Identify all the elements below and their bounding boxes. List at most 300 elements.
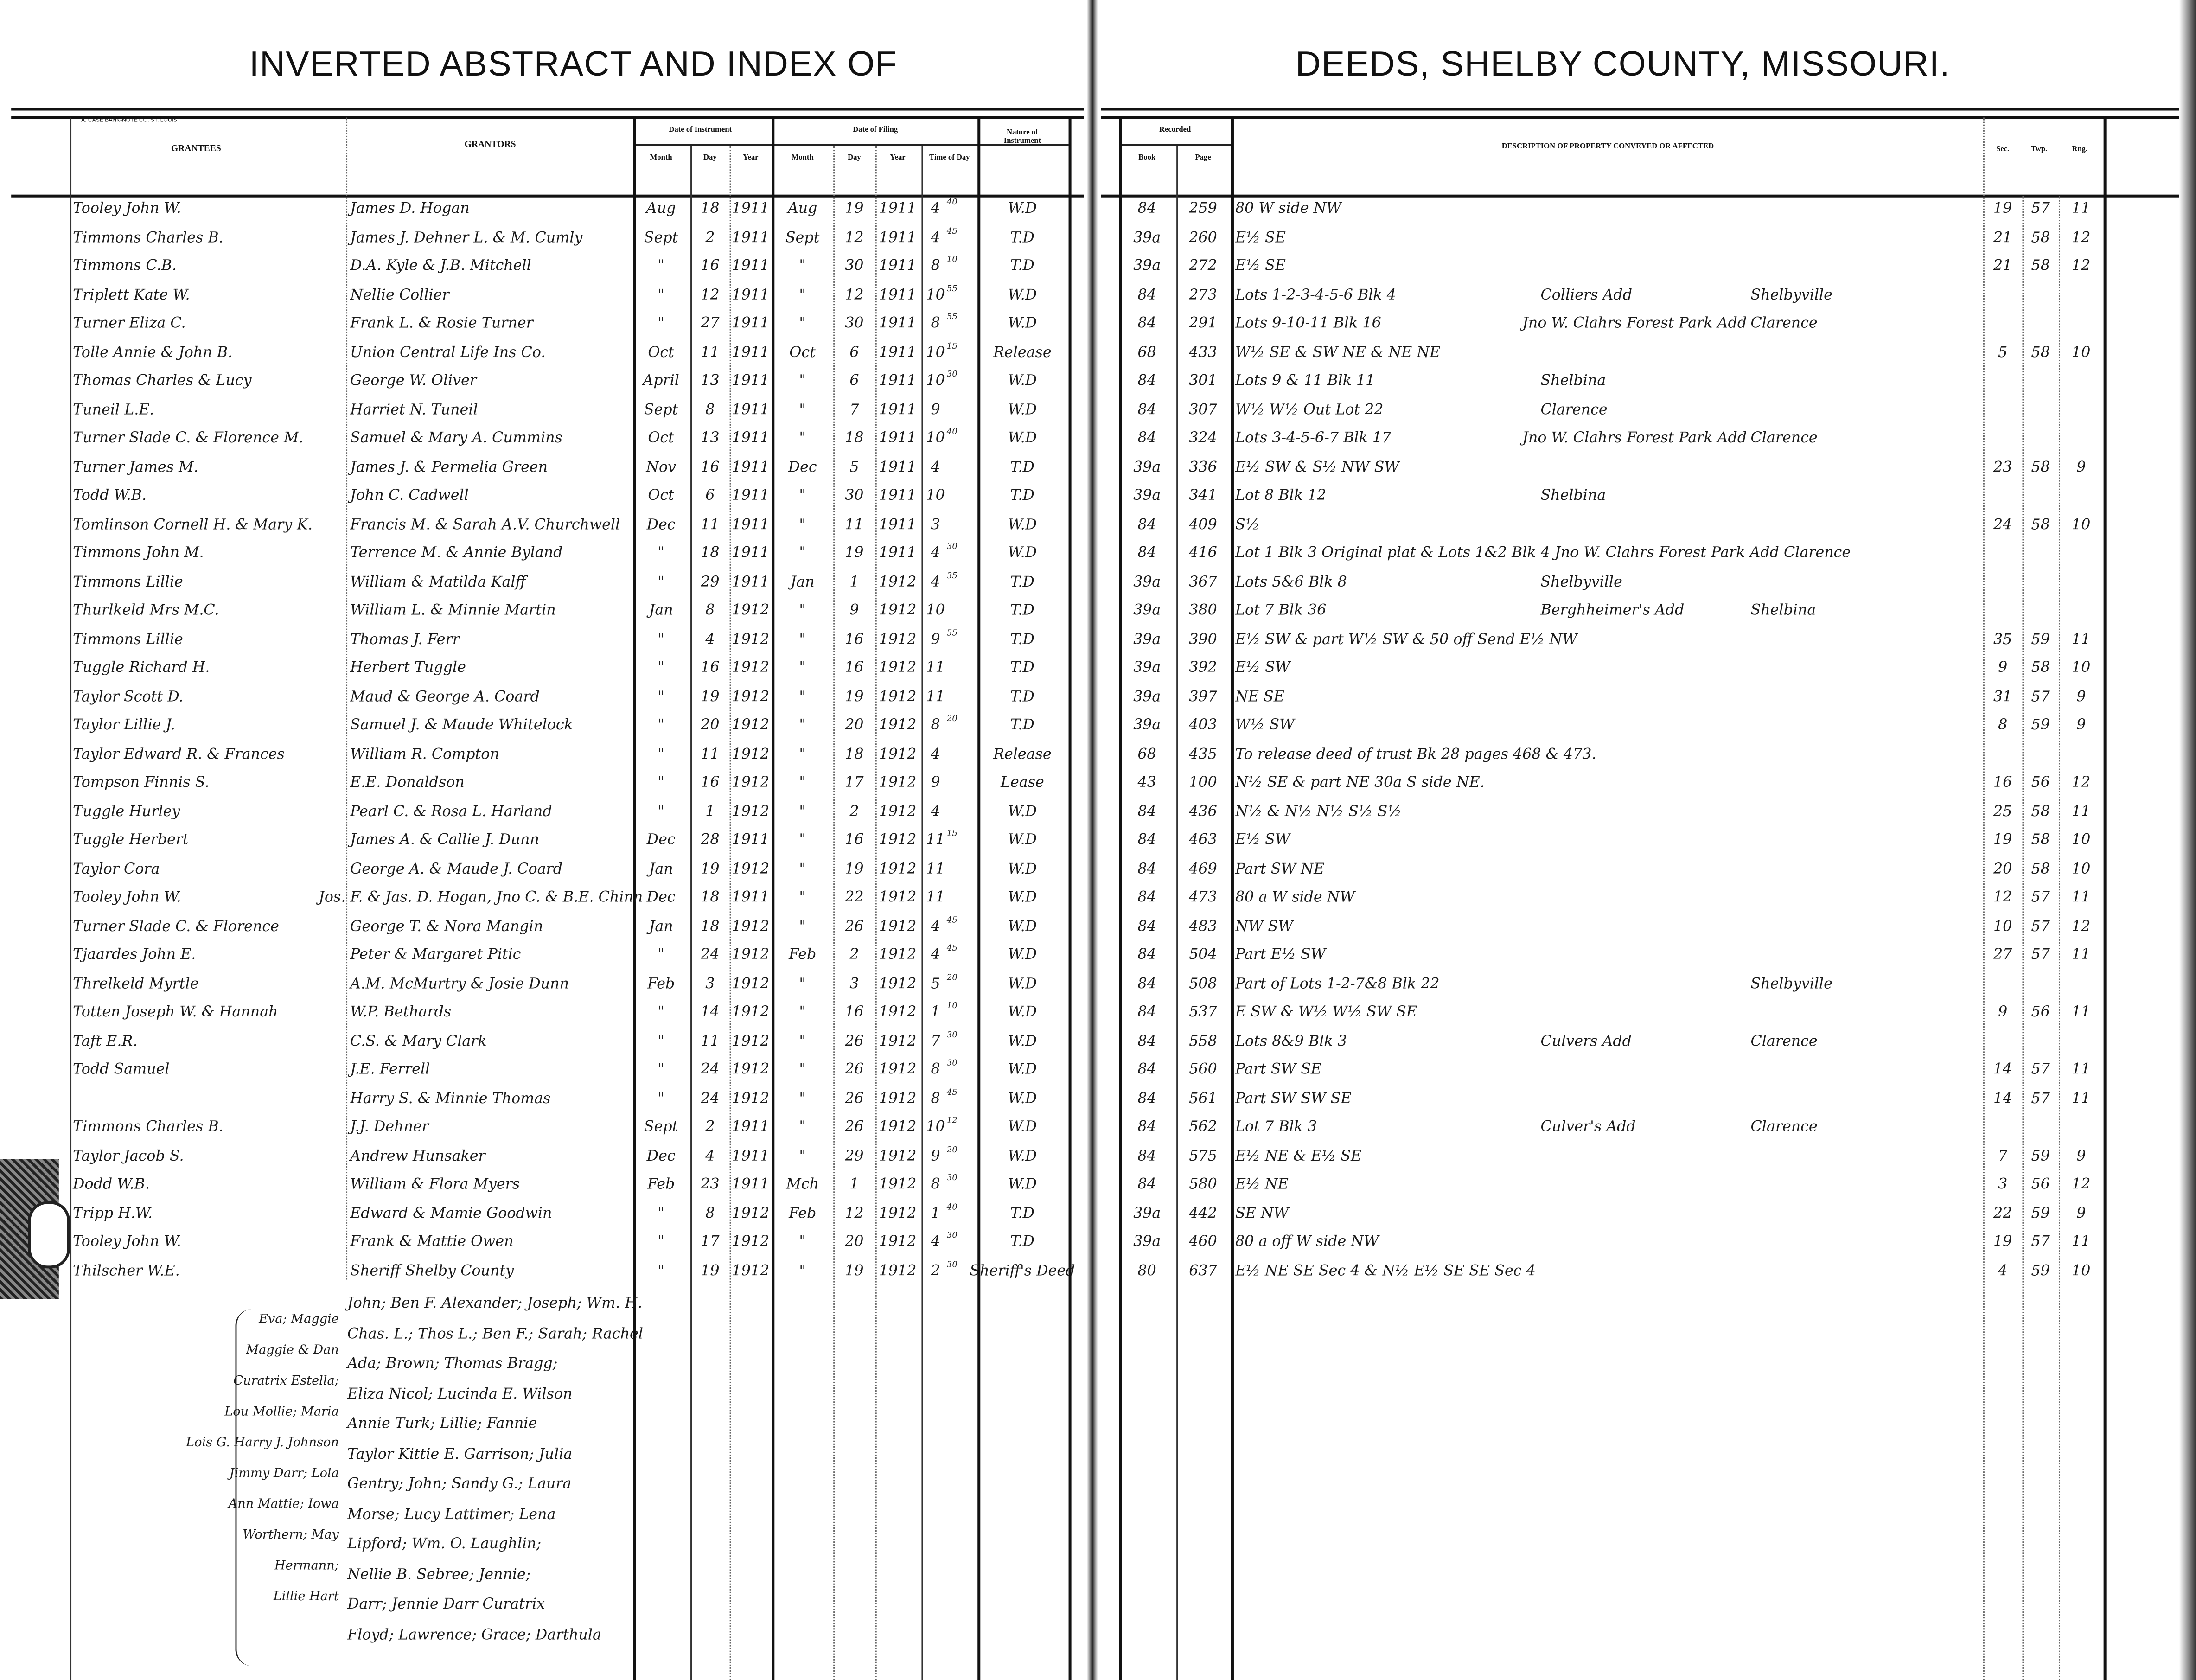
filing-day: 29 — [845, 1147, 864, 1164]
filing-time: 10 — [926, 1118, 945, 1136]
range: 12 — [2072, 918, 2091, 935]
ledger-row — [0, 915, 2196, 943]
township: 57 — [2031, 688, 2050, 705]
instrument-day: 14 — [701, 1003, 720, 1021]
filing-time: 11 — [926, 889, 945, 906]
township: 58 — [2031, 659, 2050, 677]
filing-time: 10 — [926, 286, 945, 303]
property-description: Lot 1 Blk 3 Original plat & Lots 1&2 Blk 4 Jno W. Clahrs Forest Park Add Clarence — [1235, 544, 1851, 562]
grantee-name: Turner Eliza C. — [73, 315, 186, 332]
filing-time-minutes: 40 — [946, 1201, 958, 1212]
annotation-heir-name: Lou Mollie; Maria — [224, 1405, 339, 1420]
township: 59 — [2031, 631, 2050, 648]
grantor-name: Herbert Tuggle — [350, 659, 466, 677]
filing-month: " — [799, 860, 806, 877]
property-description: E SW & W½ W½ SW SE — [1235, 1003, 1417, 1021]
addition-name: Shelbyville — [1540, 573, 1622, 590]
instrument-day: 2 — [705, 229, 715, 246]
instrument-nature: Release — [993, 745, 1052, 762]
filing-year: 1911 — [879, 487, 917, 504]
property-description: Lots 3-4-5-6-7 Blk 17 — [1235, 429, 1392, 447]
instrument-year: 1911 — [732, 344, 770, 361]
header-year: Year — [743, 154, 759, 163]
page-number: 336 — [1189, 458, 1217, 476]
instrument-nature: W.D — [1008, 889, 1037, 906]
filing-year: 1912 — [879, 975, 917, 992]
filing-time: 10 — [926, 344, 945, 361]
page-number: 435 — [1189, 745, 1217, 762]
property-description: NW SW — [1235, 918, 1293, 935]
instrument-year: 1912 — [732, 860, 770, 877]
annotation-grantor-line: Lipford; Wm. O. Laughlin; — [347, 1536, 542, 1553]
addition-name: Culvers Add — [1540, 1032, 1632, 1049]
ledger-row — [0, 398, 2196, 426]
ledger-row — [0, 1001, 2196, 1029]
instrument-year: 1912 — [732, 1262, 770, 1279]
range: 10 — [2072, 659, 2091, 677]
instrument-month: Oct — [648, 487, 674, 504]
filing-day: 2 — [849, 803, 859, 820]
filing-time-minutes: 30 — [946, 370, 958, 380]
filing-day: 16 — [845, 1003, 864, 1021]
instrument-year: 1912 — [732, 946, 770, 964]
grantor-name: George W. Oliver — [350, 372, 477, 390]
filing-time: 11 — [926, 659, 945, 677]
grantee-name: Todd W.B. — [73, 487, 147, 504]
instrument-month: " — [658, 803, 664, 820]
section: 7 — [1998, 1147, 2008, 1164]
filing-day: 12 — [845, 229, 864, 246]
filing-day: 26 — [845, 1032, 864, 1049]
book-number: 68 — [1137, 745, 1156, 762]
filing-time-minutes: 40 — [946, 197, 958, 207]
instrument-day: 17 — [701, 1233, 720, 1251]
filing-time-minutes: 30 — [946, 1058, 958, 1068]
grantee-name: Timmons Lillie — [73, 631, 183, 648]
instrument-month: " — [658, 774, 664, 791]
filing-year: 1912 — [879, 860, 917, 877]
book-number: 84 — [1137, 429, 1156, 447]
grantor-name: Nellie Collier — [350, 286, 449, 303]
page-number: 341 — [1189, 487, 1217, 504]
filing-time: 9 — [931, 774, 940, 791]
grantor-name: Peter & Margaret Pitic — [350, 946, 521, 964]
filing-time: 8 — [931, 1176, 940, 1193]
instrument-nature: W.D — [1008, 429, 1037, 447]
filing-time: 11 — [926, 688, 945, 705]
grantee-name: Taylor Scott D. — [73, 688, 184, 705]
filing-day: 16 — [845, 631, 864, 648]
instrument-day: 24 — [701, 1090, 720, 1107]
instrument-month: Jan — [649, 918, 673, 935]
grantor-name: Andrew Hunsaker — [350, 1147, 485, 1164]
grantee-name: Tolle Annie & John B. — [73, 344, 233, 361]
filing-time: 10 — [926, 429, 945, 447]
section: 16 — [1993, 774, 2012, 791]
ledger-row — [0, 542, 2196, 569]
filing-year: 1912 — [879, 1003, 917, 1021]
grantee-name: Tuggle Richard H. — [73, 659, 210, 677]
addition-name: Shelbina — [1540, 487, 1606, 504]
instrument-day: 13 — [701, 429, 720, 447]
grantor-name: W.P. Bethards — [350, 1003, 452, 1021]
instrument-year: 1911 — [732, 573, 770, 590]
property-description: 80 a off W side NW — [1235, 1233, 1379, 1251]
instrument-nature: T.D — [1010, 1233, 1034, 1251]
page-number: 416 — [1189, 544, 1217, 562]
page-number: 560 — [1189, 1061, 1217, 1078]
grantor-name: William & Matilda Kalff — [350, 573, 526, 590]
page-number: 558 — [1189, 1032, 1217, 1049]
instrument-day: 11 — [701, 516, 720, 533]
range: 9 — [2076, 1205, 2086, 1222]
grantor-name: A.M. McMurtry & Josie Dunn — [350, 975, 569, 992]
book-number: 39a — [1133, 659, 1161, 677]
header-time-of-day: Time of Day — [929, 154, 970, 163]
range: 11 — [2072, 1090, 2091, 1107]
filing-month: Sept — [785, 229, 820, 246]
grantee-name: Timmons Charles B. — [73, 229, 223, 246]
header-page: Page — [1195, 154, 1211, 163]
filing-month: " — [799, 918, 806, 935]
instrument-year: 1911 — [732, 286, 770, 303]
section: 21 — [1993, 257, 2012, 275]
property-description: To release deed of trust Bk 28 pages 468 & 473. — [1235, 745, 1596, 762]
instrument-nature: T.D — [1010, 631, 1034, 648]
page-number: 469 — [1189, 860, 1217, 877]
rule — [1119, 144, 1231, 146]
page-number: 442 — [1189, 1205, 1217, 1222]
filing-month: " — [799, 889, 806, 906]
book-number: 39a — [1133, 1205, 1161, 1222]
left-page-title: INVERTED ABSTRACT AND INDEX OF — [249, 45, 898, 84]
page-number: 100 — [1189, 774, 1217, 791]
ledger-row — [0, 1087, 2196, 1115]
township: 58 — [2031, 831, 2050, 849]
grantor-name: George A. & Maude J. Coard — [350, 860, 563, 877]
township: 58 — [2031, 803, 2050, 820]
filing-month: " — [799, 1147, 806, 1164]
range: 12 — [2072, 229, 2091, 246]
instrument-nature: Release — [993, 344, 1052, 361]
instrument-day: 19 — [701, 1262, 720, 1279]
grantee-name: Tuggle Herbert — [73, 831, 189, 849]
property-description: Lots 1-2-3-4-5-6 Blk 4 — [1235, 286, 1396, 303]
grantee-name: Tooley John W. — [73, 200, 181, 217]
instrument-month: " — [658, 1032, 664, 1049]
grantor-name: William & Flora Myers — [350, 1176, 520, 1193]
section: 35 — [1993, 631, 2012, 648]
instrument-nature: Lease — [1000, 774, 1044, 791]
filing-time: 4 — [931, 458, 940, 476]
annotation-heir-name: Lois G. Harry J. Johnson — [186, 1436, 339, 1450]
instrument-day: 24 — [701, 946, 720, 964]
instrument-year: 1911 — [732, 429, 770, 447]
book-number: 84 — [1137, 516, 1156, 533]
filing-time: 10 — [926, 372, 945, 390]
filing-year: 1912 — [879, 716, 917, 734]
instrument-day: 18 — [701, 918, 720, 935]
filing-year: 1911 — [879, 286, 917, 303]
instrument-day: 29 — [701, 573, 720, 590]
addition-name: Colliers Add — [1540, 286, 1633, 303]
filing-time: 5 — [931, 975, 940, 992]
filing-day: 20 — [845, 1233, 864, 1251]
town-name: Clarence — [1750, 429, 1818, 447]
township: 57 — [2031, 1090, 2050, 1107]
township: 59 — [2031, 1262, 2050, 1279]
page-number: 508 — [1189, 975, 1217, 992]
instrument-year: 1911 — [732, 315, 770, 332]
instrument-nature: T.D — [1010, 229, 1034, 246]
instrument-nature: T.D — [1010, 487, 1034, 504]
annotation-grantor-line: Annie Turk; Lillie; Fannie — [347, 1415, 537, 1432]
section: 20 — [1993, 860, 2012, 877]
filing-month: Dec — [788, 458, 817, 476]
instrument-year: 1911 — [732, 401, 770, 418]
book-number: 84 — [1137, 918, 1156, 935]
instrument-month: Feb — [647, 975, 675, 992]
instrument-nature: W.D — [1008, 946, 1037, 964]
ledger-row — [0, 1231, 2196, 1258]
ledger-row — [0, 1202, 2196, 1230]
instrument-nature: W.D — [1008, 286, 1037, 303]
township: 57 — [2031, 889, 2050, 906]
grantee-name: Tuneil L.E. — [73, 401, 154, 418]
range: 11 — [2072, 1061, 2091, 1078]
ledger-row — [0, 829, 2196, 856]
instrument-nature: W.D — [1008, 516, 1037, 533]
instrument-year: 1912 — [732, 1003, 770, 1021]
page-number: 575 — [1189, 1147, 1217, 1164]
filing-time: 4 — [931, 1233, 940, 1251]
grantor-name: Thomas J. Ferr — [350, 631, 460, 648]
filing-time-minutes: 55 — [946, 628, 958, 638]
instrument-nature: T.D — [1010, 257, 1034, 275]
grantor-name: Pearl C. & Rosa L. Harland — [350, 803, 552, 820]
instrument-month: " — [658, 659, 664, 677]
property-description: E½ NE & E½ SE — [1235, 1147, 1362, 1164]
page-number: 259 — [1189, 200, 1217, 217]
section: 5 — [1998, 344, 2008, 361]
instrument-month: Feb — [647, 1176, 675, 1193]
annotation-grantor-line: Floyd; Lawrence; Grace; Darthula — [347, 1626, 601, 1643]
grantee-name: Timmons Lillie — [73, 573, 183, 590]
header-date-instrument: Date of Instrument — [669, 126, 732, 134]
instrument-day: 4 — [705, 1147, 715, 1164]
property-description: S½ — [1235, 516, 1260, 533]
instrument-month: " — [658, 257, 664, 275]
filing-time: 9 — [931, 1147, 940, 1164]
book-number: 84 — [1137, 315, 1156, 332]
tab-notch — [28, 1201, 70, 1268]
ledger-row — [0, 1144, 2196, 1172]
filing-time-minutes: 45 — [946, 1087, 958, 1097]
filing-day: 22 — [845, 889, 864, 906]
grantee-name: Tuggle Hurley — [73, 803, 180, 820]
township: 57 — [2031, 1233, 2050, 1251]
page-number: 392 — [1189, 659, 1217, 677]
filing-month: " — [799, 401, 806, 418]
annotation-heir-name: Eva; Maggie — [259, 1313, 339, 1328]
instrument-month: " — [658, 286, 664, 303]
header-grantees: GRANTEES — [171, 144, 221, 154]
grantee-name: Tripp H.W. — [73, 1205, 153, 1222]
page-number: 460 — [1189, 1233, 1217, 1251]
header-book: Book — [1138, 154, 1156, 163]
township: 56 — [2031, 1003, 2050, 1021]
filing-year: 1912 — [879, 831, 917, 849]
property-description: Lots 9 & 11 Blk 11 — [1235, 372, 1375, 390]
grantee-name: Turner Slade C. & Florence M. — [73, 429, 304, 447]
ledger-row — [0, 485, 2196, 512]
filing-month: " — [799, 716, 806, 734]
property-description: Lot 7 Blk 3 — [1235, 1118, 1317, 1136]
header-month: Month — [650, 154, 672, 163]
annotation-heir-name: Curatrix Estella; — [233, 1374, 339, 1389]
section: 23 — [1993, 458, 2012, 476]
filing-month: " — [799, 1262, 806, 1279]
instrument-day: 16 — [701, 659, 720, 677]
filing-year: 1912 — [879, 1205, 917, 1222]
property-description: Lots 9-10-11 Blk 16 — [1235, 315, 1381, 332]
annotation-brace — [235, 1309, 264, 1666]
filing-time: 8 — [931, 1090, 940, 1107]
header-grantors: GRANTORS — [464, 140, 516, 150]
filing-month: " — [799, 975, 806, 992]
page-number: 291 — [1189, 315, 1217, 332]
grantor-name: Jos. F. & Jas. D. Hogan, Jno C. & B.E. Chinn — [319, 889, 643, 906]
page-number: 562 — [1189, 1118, 1217, 1136]
filing-day: 6 — [849, 344, 859, 361]
addition-name: Clarence — [1540, 401, 1608, 418]
grantor-name: George T. & Nora Mangin — [350, 918, 543, 935]
range: 11 — [2072, 200, 2091, 217]
filing-year: 1912 — [879, 1147, 917, 1164]
property-description: E½ NE — [1235, 1176, 1289, 1193]
town-name: Shelbyville — [1750, 975, 1832, 992]
filing-time: 4 — [931, 946, 940, 964]
instrument-year: 1912 — [732, 1032, 770, 1049]
right-page-title: DEEDS, SHELBY COUNTY, MISSOURI. — [1295, 45, 1950, 84]
instrument-nature: W.D — [1008, 372, 1037, 390]
instrument-year: 1912 — [732, 688, 770, 705]
instrument-day: 16 — [701, 774, 720, 791]
header-day: Day — [703, 154, 717, 163]
instrument-nature: T.D — [1010, 659, 1034, 677]
instrument-nature: T.D — [1010, 716, 1034, 734]
range: 12 — [2072, 257, 2091, 275]
grantor-name: John C. Cadwell — [350, 487, 469, 504]
filing-year: 1912 — [879, 889, 917, 906]
filing-time: 7 — [931, 1032, 940, 1049]
grantor-name: Union Central Life Ins Co. — [350, 344, 546, 361]
annotation-grantor-line: Chas. L.; Thos L.; Ben F.; Sarah; Rachel — [347, 1325, 643, 1342]
filing-year: 1912 — [879, 1176, 917, 1193]
filing-time: 4 — [931, 229, 940, 246]
book-number: 39a — [1133, 458, 1161, 476]
filing-year: 1911 — [879, 429, 917, 447]
filing-time: 9 — [931, 401, 940, 418]
filing-time: 8 — [931, 1061, 940, 1078]
filing-month: " — [799, 372, 806, 390]
instrument-month: " — [658, 1262, 664, 1279]
book-number: 84 — [1137, 803, 1156, 820]
annotation-heir-name: Hermann; — [274, 1559, 339, 1574]
filing-month: " — [799, 631, 806, 648]
instrument-day: 1 — [705, 803, 715, 820]
instrument-day: 19 — [701, 688, 720, 705]
section: 31 — [1993, 688, 2012, 705]
instrument-day: 27 — [701, 315, 720, 332]
section: 4 — [1998, 1262, 2008, 1279]
instrument-day: 11 — [701, 344, 720, 361]
book-number: 39a — [1133, 716, 1161, 734]
filing-day: 20 — [845, 716, 864, 734]
property-description: N½ SE & part NE 30a S side NE. — [1235, 774, 1485, 791]
filing-year: 1912 — [879, 573, 917, 590]
section: 22 — [1993, 1205, 2012, 1222]
header-nature: Nature of Instrument — [1003, 128, 1041, 146]
range: 10 — [2072, 344, 2091, 361]
annotation-grantor-line: Nellie B. Sebree; Jennie; — [347, 1565, 531, 1583]
page-number: 367 — [1189, 573, 1217, 590]
filing-time-minutes: 55 — [946, 312, 958, 322]
section: 8 — [1998, 716, 2008, 734]
grantee-name: Turner James M. — [73, 458, 198, 476]
ledger-row — [0, 599, 2196, 627]
ledger-row — [0, 628, 2196, 656]
range: 10 — [2072, 831, 2091, 849]
range: 9 — [2076, 458, 2086, 476]
book-number: 39a — [1133, 487, 1161, 504]
instrument-year: 1912 — [732, 918, 770, 935]
grantee-name: Totten Joseph W. & Hannah — [73, 1003, 278, 1021]
range: 11 — [2072, 631, 2091, 648]
grantee-name: Tompson Finnis S. — [73, 774, 210, 791]
ledger-row — [0, 714, 2196, 742]
instrument-year: 1912 — [732, 745, 770, 762]
section: 3 — [1998, 1176, 2008, 1193]
grantor-name: Harry S. & Minnie Thomas — [350, 1090, 551, 1107]
grantee-name: Tomlinson Cornell H. & Mary K. — [73, 516, 313, 533]
property-description: Lot 7 Blk 36 — [1235, 602, 1327, 619]
filing-month: " — [799, 1233, 806, 1251]
book-number: 84 — [1137, 860, 1156, 877]
property-description: E½ NE SE Sec 4 & N½ E½ SE SE Sec 4 — [1235, 1262, 1536, 1279]
filing-time: 4 — [931, 918, 940, 935]
book-number: 84 — [1137, 401, 1156, 418]
ledger-row — [0, 198, 2196, 225]
ledger-row — [0, 283, 2196, 311]
filing-time: 9 — [931, 631, 940, 648]
filing-time-minutes: 30 — [946, 542, 958, 552]
filing-month: " — [799, 315, 806, 332]
filing-month: Jan — [790, 573, 815, 590]
filing-month: " — [799, 487, 806, 504]
header-sec: Sec. — [1996, 145, 2010, 154]
book-number: 68 — [1137, 344, 1156, 361]
addition-name: Jno W. Clahrs Forest Park Add — [1522, 315, 1747, 332]
annotation-heir-name: Maggie & Dan — [246, 1344, 339, 1358]
township: 56 — [2031, 1176, 2050, 1193]
filing-time: 8 — [931, 257, 940, 275]
filing-month: " — [799, 831, 806, 849]
grantee-name: Thurlkeld Mrs M.C. — [73, 602, 219, 619]
book-number: 80 — [1137, 1262, 1156, 1279]
header-date-filing: Date of Filing — [853, 126, 898, 134]
book-number: 84 — [1137, 544, 1156, 562]
